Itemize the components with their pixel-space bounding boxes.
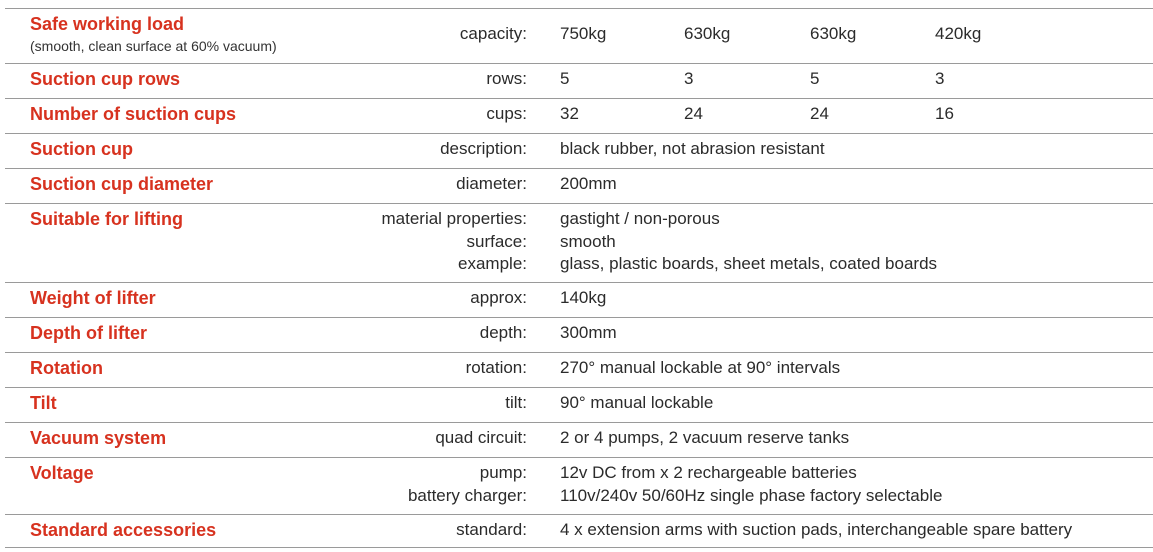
spec-row-weight-of-lifter bbox=[5, 282, 1153, 317]
row-value: glass, plastic boards, sheet metals, coated boards bbox=[560, 254, 938, 273]
row-title: Suction cup rows bbox=[30, 69, 181, 89]
row-value: 270° manual lockable at 90° intervals bbox=[560, 358, 841, 377]
column-value: 3 bbox=[684, 69, 694, 88]
row-values bbox=[560, 322, 617, 345]
row-label: capacity: bbox=[459, 24, 527, 43]
row-value: black rubber, not abrasion resistant bbox=[560, 139, 825, 158]
row-labels bbox=[456, 173, 527, 196]
row-title: Number of suction cups bbox=[30, 104, 237, 124]
column-value: 24 bbox=[684, 104, 703, 123]
row-title: Suction cup bbox=[30, 139, 133, 159]
spec-row-voltage bbox=[5, 457, 1153, 514]
row-value: 140kg bbox=[560, 288, 607, 307]
row-subtitle: (smooth, clean surface at 60% vacuum) bbox=[30, 38, 277, 54]
row-labels bbox=[440, 138, 527, 161]
row-title: Suitable for lifting bbox=[30, 209, 183, 229]
row-labels bbox=[466, 357, 527, 380]
row-label: diameter: bbox=[456, 174, 527, 193]
row-labels bbox=[505, 392, 527, 415]
row-label: approx: bbox=[470, 288, 527, 307]
row-value: 300mm bbox=[560, 323, 617, 342]
row-label: rotation: bbox=[465, 358, 527, 377]
row-values bbox=[560, 462, 942, 507]
row-labels bbox=[486, 68, 527, 91]
row-labels bbox=[486, 103, 527, 126]
row-value: 4 x extension arms with suction pads, interchangeable spare battery bbox=[560, 520, 1073, 539]
spec-row-suction-cup-diameter bbox=[5, 168, 1153, 203]
column-value: 16 bbox=[935, 104, 954, 123]
row-values bbox=[560, 208, 937, 276]
row-labels bbox=[460, 23, 527, 46]
column-value: 32 bbox=[560, 104, 579, 123]
column-value: 5 bbox=[560, 69, 570, 88]
column-value: 750kg bbox=[560, 24, 607, 43]
column-value: 630kg bbox=[810, 24, 857, 43]
row-label: material properties: bbox=[381, 209, 527, 228]
row-title: Weight of lifter bbox=[30, 288, 156, 308]
row-labels bbox=[480, 322, 527, 345]
row-labels bbox=[470, 287, 527, 310]
row-title: Tilt bbox=[30, 393, 57, 413]
row-title: Suction cup diameter bbox=[30, 174, 214, 194]
row-label: standard: bbox=[456, 520, 527, 539]
row-title: Safe working load bbox=[30, 14, 185, 34]
spec-row-suitable-for-lifting bbox=[5, 203, 1153, 282]
row-label: tilt: bbox=[505, 393, 527, 412]
column-value: 420kg bbox=[935, 24, 982, 43]
row-labels bbox=[381, 208, 527, 276]
row-values bbox=[560, 392, 713, 415]
spec-row-standard-accessories bbox=[5, 514, 1153, 548]
row-value: 110v/240v 50/60Hz single phase factory selectable bbox=[560, 485, 943, 505]
row-labels bbox=[456, 519, 527, 542]
row-label: cups: bbox=[486, 104, 527, 123]
row-label: rows: bbox=[486, 69, 527, 88]
spec-row-suction-cup-rows bbox=[5, 63, 1153, 98]
row-value: 200mm bbox=[560, 174, 617, 193]
column-value: 24 bbox=[810, 104, 829, 123]
row-label: surface: bbox=[466, 231, 527, 251]
row-values bbox=[560, 138, 825, 161]
row-values bbox=[560, 427, 849, 450]
row-label: example: bbox=[458, 254, 527, 273]
row-label: depth: bbox=[479, 323, 527, 342]
row-value: 12v DC from x 2 rechargeable batteries bbox=[560, 463, 857, 482]
row-label: battery charger: bbox=[407, 485, 527, 505]
spec-row-tilt bbox=[5, 387, 1153, 422]
column-value: 630kg bbox=[684, 24, 731, 43]
spec-table bbox=[5, 8, 1153, 548]
row-label: pump: bbox=[479, 463, 527, 482]
row-title: Voltage bbox=[30, 463, 94, 483]
spec-row-number-of-suction-cups bbox=[5, 98, 1153, 133]
row-title: Vacuum system bbox=[30, 428, 167, 448]
row-labels bbox=[435, 427, 527, 450]
column-value: 5 bbox=[810, 69, 820, 88]
row-values bbox=[560, 519, 1072, 542]
row-value: gastight / non-porous bbox=[560, 209, 720, 228]
row-title: Rotation bbox=[30, 358, 103, 378]
row-value: 2 or 4 pumps, 2 vacuum reserve tanks bbox=[560, 428, 850, 447]
row-title: Depth of lifter bbox=[30, 323, 147, 343]
row-label: description: bbox=[440, 139, 527, 158]
column-value: 3 bbox=[935, 69, 945, 88]
spec-row-safe-working-load bbox=[5, 8, 1153, 63]
row-label: quad circuit: bbox=[435, 428, 527, 447]
row-title: Standard accessories bbox=[30, 520, 217, 540]
row-value: smooth bbox=[560, 231, 616, 251]
row-value: 90° manual lockable bbox=[560, 393, 714, 412]
spec-row-vacuum-system bbox=[5, 422, 1153, 457]
spec-row-suction-cup bbox=[5, 133, 1153, 168]
spec-row-depth-of-lifter bbox=[5, 317, 1153, 352]
spec-row-rotation bbox=[5, 352, 1153, 387]
row-values bbox=[560, 173, 617, 196]
row-values bbox=[560, 287, 606, 310]
row-labels bbox=[408, 462, 527, 507]
row-values bbox=[560, 357, 840, 380]
